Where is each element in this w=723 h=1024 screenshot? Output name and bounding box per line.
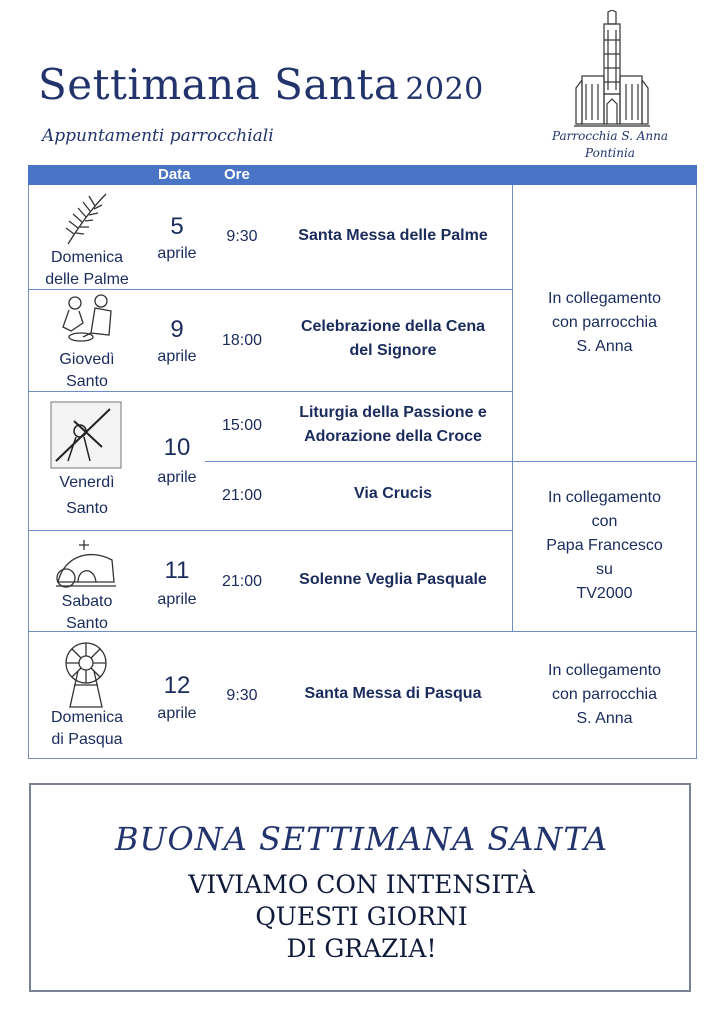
- day-label: Giovedì Santo: [59, 351, 115, 390]
- date-number: 12: [163, 672, 191, 699]
- broadcast-note: In collegamento con Papa Francesco su TV2000: [546, 489, 663, 602]
- parish-line-2: Pontinia: [585, 146, 635, 160]
- greeting-title: BUONA SETTIMANA SANTA: [114, 820, 609, 858]
- risen-christ-icon: [56, 641, 116, 709]
- greeting-line: QUESTI GIORNI: [255, 902, 468, 931]
- date-month: aprile: [157, 469, 197, 486]
- date-month: aprile: [157, 348, 197, 365]
- page-title: [38, 60, 484, 109]
- event-title: Liturgia della Passione e Adorazione della Croce: [299, 404, 487, 445]
- row-divider: [205, 461, 696, 462]
- broadcast-note: In collegamento con parrocchia S. Anna: [548, 662, 661, 727]
- parish-name: [540, 128, 680, 162]
- event-time: 18:00: [221, 332, 263, 349]
- event-time: 9:30: [226, 228, 258, 245]
- header-time: Ore: [224, 166, 250, 183]
- table-header: [28, 165, 697, 185]
- foot-washing-icon: [57, 293, 119, 345]
- title-year: 2020: [405, 72, 484, 107]
- event-title: Santa Messa delle Palme: [298, 227, 488, 244]
- empty-tomb-icon: [54, 536, 118, 592]
- header-date: Data: [158, 166, 191, 183]
- greeting-line: DI GRAZIA!: [286, 934, 437, 963]
- event-title: Celebrazione della Cena del Signore: [300, 318, 486, 359]
- broadcast-note: In collegamento con parrocchia S. Anna: [548, 290, 661, 355]
- church-icon: [574, 10, 650, 128]
- cross-bearing-icon: [50, 401, 122, 469]
- date-number: 9: [170, 316, 184, 343]
- date-number: 10: [163, 434, 191, 461]
- subtitle: Appuntamenti parrocchiali: [42, 126, 274, 146]
- title-main: Settimana Santa: [38, 60, 400, 109]
- event-title: Santa Messa di Pasqua: [304, 685, 482, 702]
- parish-line-1: Parrocchia S. Anna: [551, 129, 669, 143]
- date-month: aprile: [157, 245, 197, 262]
- day-label: Domenica di Pasqua: [50, 709, 124, 748]
- event-time: 9:30: [226, 687, 258, 704]
- greeting-line: VIVIAMO CON INTENSITÀ: [188, 870, 535, 899]
- date-month: aprile: [157, 705, 197, 722]
- date-month: aprile: [157, 591, 197, 608]
- event-time: 21:00: [221, 573, 263, 590]
- date-number: 11: [164, 557, 190, 584]
- day-label: Venerdì Santo: [59, 474, 115, 517]
- event-title: Via Crucis: [354, 485, 432, 502]
- day-label: Domenica delle Palme: [45, 249, 129, 288]
- date-number: 5: [170, 213, 184, 240]
- row-divider: [28, 530, 512, 531]
- event-time: 21:00: [221, 487, 263, 504]
- event-time: 15:00: [221, 417, 263, 434]
- palm-branch-icon: [60, 190, 110, 246]
- event-title: Solenne Veglia Pasquale: [299, 571, 487, 588]
- day-label: Sabato Santo: [61, 593, 113, 632]
